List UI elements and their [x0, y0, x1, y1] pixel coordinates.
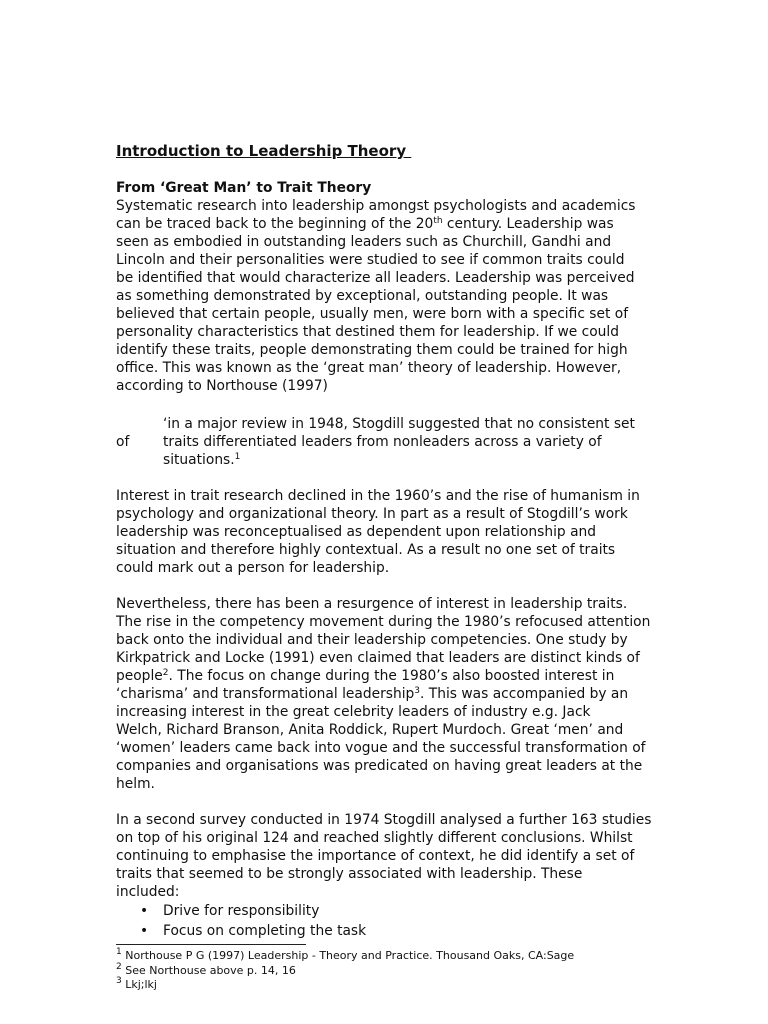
text-line: Interest in trait research declined in the 1960’s and the rise of humanism in	[116, 488, 640, 504]
text-line: leadership was reconceptualised as dependent upon relationship and	[116, 524, 597, 540]
text-line: Kirkpatrick and Locke (1991) even claimed that leaders are distinct kinds of	[116, 650, 640, 666]
superscript-marker: 2	[162, 668, 169, 678]
section-heading: From ‘Great Man’ to Trait Theory	[116, 180, 372, 196]
text-line: ‘women’ leaders came back into vogue and the successful transformation of	[116, 740, 646, 756]
quote-stray-word: of	[116, 434, 130, 450]
text-line: could mark out a person for leadership.	[116, 560, 390, 576]
text-run: situations.	[163, 452, 235, 468]
text-line	[116, 667, 656, 685]
footnote-separator	[116, 944, 306, 945]
quote-line	[163, 451, 663, 469]
text-line: included:	[116, 884, 180, 900]
footnote-text: Northouse P G (1997) Leadership - Theory and Practice. Thousand Oaks, CA:Sage	[121, 949, 575, 962]
text-run: can be traced back to the beginning of the 20	[116, 216, 434, 232]
superscript-marker: 1	[234, 452, 241, 462]
paragraph-intro	[116, 197, 656, 395]
text-line: Nevertheless, there has been a resurgence of interest in leadership traits.	[116, 596, 628, 612]
paragraph-second-survey	[116, 811, 656, 901]
superscript-marker: th	[433, 216, 443, 226]
text-run: . This was accompanied by an	[420, 686, 629, 702]
footnote	[116, 978, 574, 993]
text-line: companies and organisations was predicated on having great leaders at the	[116, 758, 643, 774]
text-line: situation and therefore highly contextual. As a result no one set of traits	[116, 542, 616, 558]
text-line: office. This was known as the ‘great man’ theory of leadership. However,	[116, 360, 622, 376]
text-line: believed that certain people, usually men, were born with a specific set of	[116, 306, 629, 322]
text-run: ‘charisma’ and transformational leadership	[116, 686, 415, 702]
footnote-text: Lkj;lkj	[121, 978, 157, 991]
text-line: increasing interest in the great celebrity leaders of industry e.g. Jack	[116, 704, 591, 720]
paragraph-decline	[116, 487, 656, 577]
text-line: The rise in the competency movement during the 1980’s refocused attention	[116, 614, 651, 630]
footnote-text: See Northouse above p. 14, 16	[121, 963, 296, 977]
text-line: continuing to emphasise the importance of context, he did identify a set of	[116, 848, 635, 864]
paragraph-resurgence	[116, 595, 656, 793]
bullet-icon: •	[140, 923, 149, 939]
text-line: personality characteristics that destined them for leadership. If we could	[116, 324, 619, 340]
quote-line: ‘in a major review in 1948, Stogdill suggested that no consistent set	[163, 416, 635, 432]
text-line: Lincoln and their personalities were studied to see if common traits could	[116, 252, 625, 268]
footnote-number: 2	[116, 961, 122, 972]
page-title: Introduction to Leadership Theory	[116, 142, 412, 160]
text-line: psychology and organizational theory. In part as a result of Stogdill’s work	[116, 506, 628, 522]
text-line: seen as embodied in outstanding leaders such as Churchill, Gandhi and	[116, 234, 612, 250]
text-line: Welch, Richard Branson, Anita Roddick, Rupert Murdoch. Great ‘men’ and	[116, 722, 624, 738]
footnote	[116, 949, 574, 964]
footnote-number: 3	[116, 976, 122, 986]
list-item-label: Drive for responsibility	[163, 903, 320, 919]
bullet-icon: •	[140, 903, 149, 919]
text-line: helm.	[116, 776, 155, 792]
text-line: back onto the individual and their leadership competencies. One study by	[116, 632, 628, 648]
superscript-marker: 3	[414, 686, 421, 696]
list-item-label: Focus on completing the task	[163, 923, 367, 939]
footnote	[116, 961, 574, 979]
text-line: be identified that would characterize all leaders. Leadership was perceived	[116, 270, 635, 286]
block-quote	[163, 415, 663, 469]
quote-line: traits differentiated leaders from nonleaders across a variety of	[163, 434, 602, 450]
text-run: people	[116, 668, 163, 684]
text-line: Systematic research into leadership amongst psychologists and academics	[116, 198, 636, 214]
text-line	[116, 215, 656, 233]
trait-list	[140, 901, 366, 941]
text-line: as something demonstrated by exceptional, outstanding people. It was	[116, 288, 609, 304]
text-line: identify these traits, people demonstrating them could be trained for high	[116, 342, 628, 358]
text-line: according to Northouse (1997)	[116, 378, 328, 394]
text-line: traits that seemed to be strongly associated with leadership. These	[116, 866, 583, 882]
footnotes	[116, 949, 574, 993]
text-run: century. Leadership was	[442, 216, 614, 232]
text-run: . The focus on change during the 1980’s also boosted interest in	[168, 668, 615, 684]
list-item	[140, 901, 366, 921]
text-line: In a second survey conducted in 1974 Stogdill analysed a further 163 studies	[116, 812, 652, 828]
list-item	[140, 921, 366, 941]
text-line: on top of his original 124 and reached slightly different conclusions. Whilst	[116, 830, 633, 846]
text-line	[116, 685, 656, 703]
footnote-number: 1	[116, 947, 122, 957]
